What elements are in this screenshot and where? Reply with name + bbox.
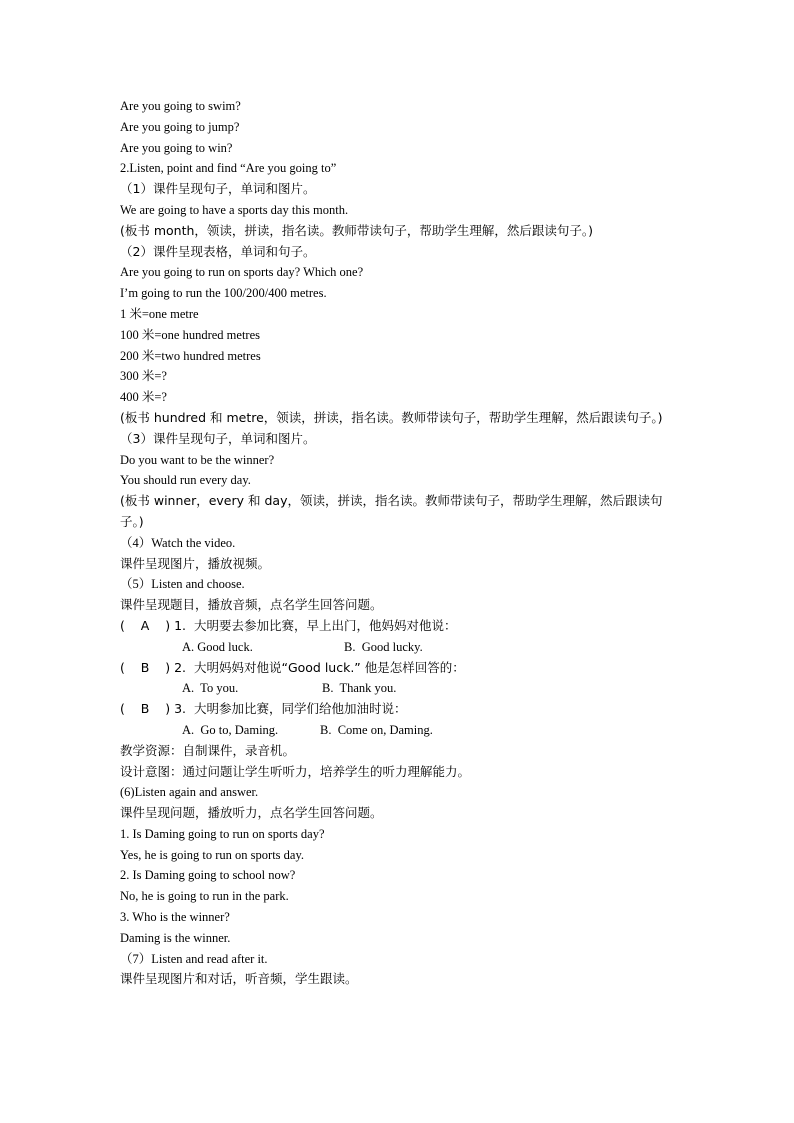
text-line: Daming is the winner.	[120, 930, 231, 945]
board-note: (板书 month，领读，拼读，指名读。教师带读句子，帮助学生理解，然后跟读句子。)	[120, 222, 594, 238]
text-line: Are you going to win?	[120, 140, 233, 155]
text-line: Are you going to swim?	[120, 99, 241, 113]
text-line: 课件呈现图片，播放视频。	[120, 555, 271, 571]
text-line: 课件呈现图片和对话，听音频，学生跟读。	[120, 971, 358, 987]
document-page	[120, 96, 680, 990]
text-line: 课件呈现问题，播放听力，点名学生回答问题。	[120, 805, 383, 821]
step-heading: （3）课件呈现句子，单词和图片。	[120, 430, 316, 446]
text-line: 200 米=two hundred metres	[120, 348, 261, 363]
question-1: ( A ) 1. 大明要去参加比赛，早上出门，他妈妈对他说：	[120, 617, 457, 633]
question-3-options	[120, 720, 680, 741]
option-b: B. Come on, Daming.	[320, 722, 433, 737]
option-a: A. To you.	[182, 681, 239, 696]
text-line: 1. Is Daming going to run on sports day?	[120, 826, 325, 841]
text-line: Are you going to run on sports day? Which one?	[120, 265, 364, 280]
step-heading: （4）Watch the video.	[120, 535, 236, 550]
text-line: 2. Is Daming going to school now?	[120, 868, 296, 883]
text-line: You should run every day.	[120, 473, 251, 488]
text-line: 400 米=?	[120, 390, 167, 405]
step-heading: （5）Listen and choose.	[120, 577, 245, 592]
section-heading: 2.Listen, point and find “Are you going to”	[120, 161, 337, 176]
question-1-options	[120, 637, 680, 658]
text-line: Do you want to be the winner?	[120, 452, 275, 467]
board-note: (板书 hundred 和 metre，领读，拼读，指名读。教师带读句子，帮助学生理解，然后跟读句子。)	[120, 409, 663, 425]
option-a: A. Go to, Daming.	[182, 722, 279, 737]
text-line: 课件呈现题目，播放音频，点名学生回答问题。	[120, 597, 383, 613]
question-3: ( B ) 3. 大明参加比赛，同学们给他加油时说：	[120, 701, 407, 717]
text-line: No, he is going to run in the park.	[120, 889, 289, 904]
text-line: We are going to have a sports day this month.	[120, 202, 349, 217]
question-2-options	[120, 678, 680, 699]
step-heading: （7）Listen and read after it.	[120, 951, 268, 966]
text-line: 设计意图：通过问题让学生听听力，培养学生的听力理解能力。	[120, 763, 471, 779]
board-note: (板书 winner，every 和 day，领读，拼读，指名读。教师带读句子，帮助学生理解，然后跟读句子。)	[120, 493, 663, 529]
text-line: Yes, he is going to run on sports day.	[120, 847, 305, 862]
text-line: 300 米=?	[120, 369, 167, 384]
option-a: A. Good luck.	[182, 639, 253, 654]
step-heading: （1）课件呈现句子，单词和图片。	[120, 181, 316, 197]
text-line: 3. Who is the winner?	[120, 910, 230, 925]
text-line: 100 米=one hundred metres	[120, 327, 261, 342]
text-line: 教学资源：自制课件，录音机。	[120, 742, 296, 758]
step-heading: （2）课件呈现表格，单词和句子。	[120, 243, 316, 259]
option-b: B. Thank you.	[322, 681, 397, 696]
question-2: ( B ) 2. 大明妈妈对他说“Good luck.” 他是怎样回答的：	[120, 659, 465, 675]
text-line: 1 米=one metre	[120, 306, 199, 321]
text-line: Are you going to jump?	[120, 119, 240, 134]
option-b: B. Good lucky.	[344, 639, 423, 654]
text-line: I’m going to run the 100/200/400 metres.	[120, 286, 327, 301]
step-heading: (6)Listen again and answer.	[120, 785, 259, 800]
